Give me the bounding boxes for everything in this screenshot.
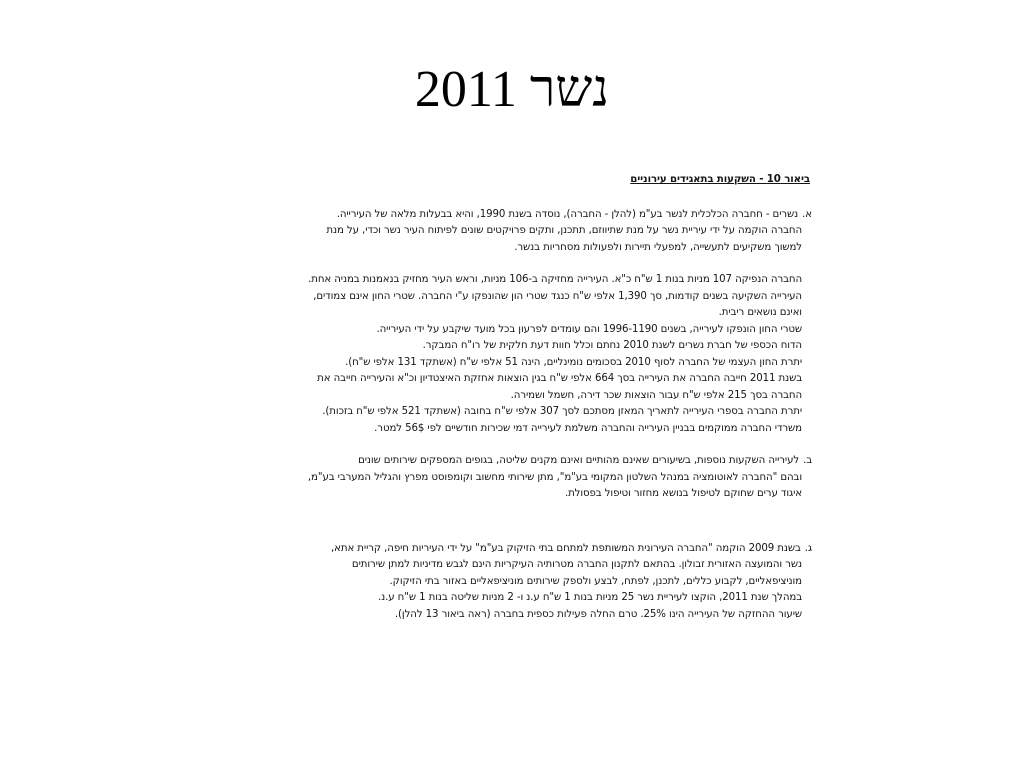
- section-gap: [240, 519, 812, 541]
- section-a-line: א.נשרים - חחברה הכלכלית לנשר בע"מ (להלן - החברה), נוסדה בשנת 1990, והיא בבעלות מלאה של העירייה.: [240, 207, 812, 224]
- section-c-line: במהלך שנת 2011, הוקצו לעיריית נשר 25 מניות בנות 1 ש"ח ע.נ ו- 2 מניות שליטה בנות 1 ש"ח ע.נ.: [378, 592, 802, 603]
- section-a-line: ואינם נושאים ריבית.: [718, 307, 802, 318]
- section-a-marker: א.: [802, 208, 812, 220]
- section-a-line: החברה הנפיקה 107 מניות בנות 1 ש"ח כ"א. העירייה מחזיקה ב-106 מניות, וראש העיר מחזיק בנאמנות במניה אחת.: [308, 274, 802, 285]
- section-b-line: ב.לעירייה השקעות נוספות, בשיעורים שאינם מהותיים ואינם מקנים שליטה, בגופים המספקים שירותים שונים: [240, 453, 812, 470]
- section-c-line: ג.בשנת 2009 הוקמה "החברה העירונית המשותפת למתחם בתי הזיקוק בע"מ" על ידי העיריות חיפה, קריית אתא,: [240, 541, 812, 558]
- section-a-line: למשוך משקיעים לתעשייה, למפעלי תיירות ולפעולות מסחריות בנשר.: [514, 241, 802, 253]
- section-c-line: נשר והמועצה האזורית זבולון. בהתאם לתקנון החברה מטרותיה העיקריות הינם לגבש מדיניות למתן שירותים: [351, 559, 802, 570]
- section-a-spacer: [240, 256, 812, 272]
- slide-title: נשר 2011: [414, 61, 610, 118]
- note-heading: ביאור 10 - השקעות בתאגידים עירוניים: [630, 174, 810, 185]
- section-a-line: העירייה השקיעה בשנים קודמות, סך 1,390 אלפי ש"ח כנגד שטרי הון שהונפקו ע"י החברה. שטרי החון אינם צמודים,: [313, 290, 802, 302]
- section-c-line: שיעור ההחזקה של העירייה הינו 25%. טרם החלה פעילות כספית בחברה (ראה ביאור 13 להלן).: [394, 608, 802, 620]
- section-a: [240, 207, 812, 438]
- section-c-line: מוניציפאליים, לקבוע כללים, לתכנן, לפתח, לבצע ולספק שירותים מוניציפאליים באזור בתי הזיקוק.: [389, 575, 802, 587]
- section-a-line: החברה בסך 215 אלפי ש"ח עבור הוצאות שכר דירה, חשמל ושמירה.: [510, 389, 802, 401]
- section-a-line: יתרת החון העצמי של החברה לסוף 2010 בסכומים נומינליים, הינה 51 אלפי ש"ח (אשתקד 131 אלפי ש"ח).: [345, 356, 802, 368]
- section-a-line: החברה הוקמה על ידי עיריית נשר על מנת שתיווזם, תתכנן, ותקים פרויקטים שונים לפיתוח העיר נשר וכדי, על מנת: [326, 225, 802, 236]
- section-c: [240, 541, 812, 624]
- section-b: [240, 453, 812, 503]
- section-a-line: שטרי החון הונפקו לעירייה, בשנים 1996-1190 והם עומדים לפרעון בכל מועד שיקבע על ידי העירייה.: [376, 323, 802, 335]
- section-a-line: משרדי החברה ממוקמים בבניין העירייה והחברה משלמת לעירייה דמי שכירות חודשיים לפי 56$ למטר.: [374, 422, 802, 434]
- section-a-line: בשנת 2011 חייבה החברה את העירייה בסך 664 אלפי ש"ח בגין הוצאות אחזקת האיצטדיון וכ"א והעירייה חייבה את: [317, 373, 802, 384]
- section-b-line: איגוד ערים שחוקם לטיפול בנושא מחזור וטיפול בפסולת.: [564, 488, 802, 499]
- section-c-marker: ג.: [804, 542, 812, 554]
- section-a-line: הדוח הכספי של חברת נשרים לשנת 2010 נחתם וכלל חוות דעת חלקית של רו"ח המבקר.: [422, 340, 802, 351]
- section-b-line: ובהם "החברה לאוטומציה במנהל השלטון המקומי בע"מ", מתן שירותי מחשוב וקומפוסט מפרץ והגליל המערבי בע"מ,: [307, 471, 802, 483]
- section-b-marker: ב.: [803, 455, 812, 466]
- section-a-line: יתרת החברה בספרי העירייה לתאריך המאזן מסתכם לסך 307 אלפי ש"ח בחובה (אשתקד 521 אלפי ש"ח בזכות).: [322, 406, 802, 417]
- scanned-financial-note: [240, 172, 812, 624]
